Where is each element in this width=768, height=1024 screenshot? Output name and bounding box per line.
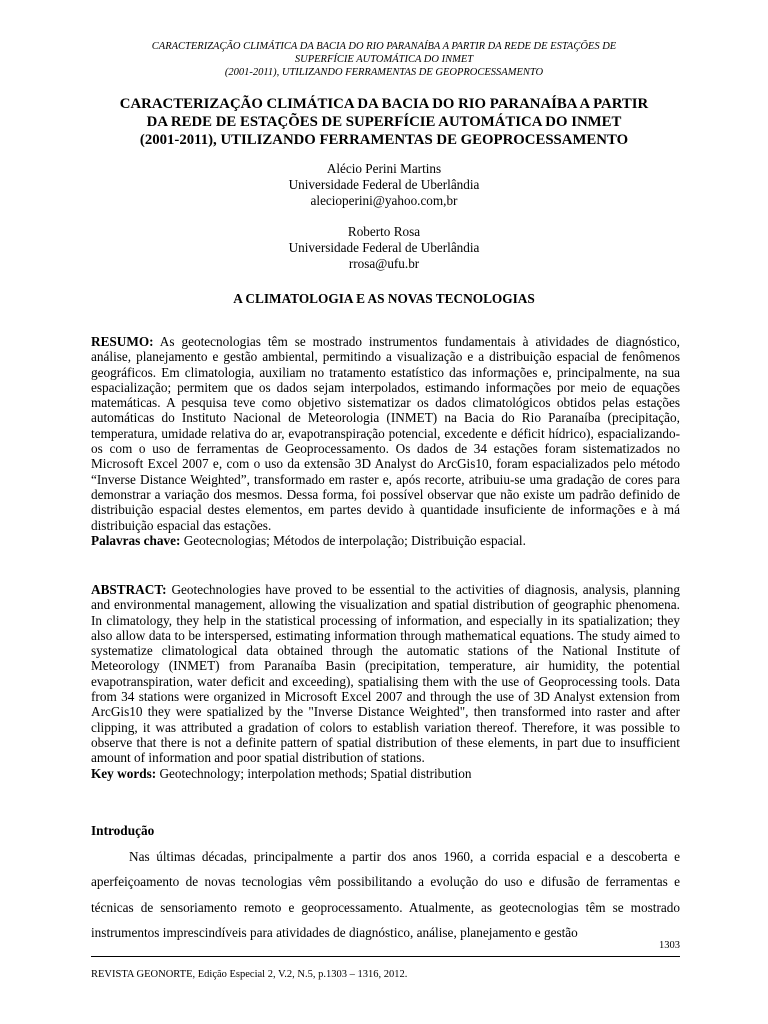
author-affiliation: Universidade Federal de Uberlândia xyxy=(288,177,480,192)
title-line: DA REDE DE ESTAÇÕES DE SUPERFÍCIE AUTOMÁTICA DO INMET xyxy=(146,114,622,130)
author-name: Alécio Perini Martins xyxy=(326,161,442,176)
abstract-block xyxy=(91,582,680,781)
resumo-paragraph xyxy=(91,334,680,533)
author-email: alecioperini@yahoo.com,br xyxy=(310,193,458,208)
title-line: (2001-2011), UTILIZANDO FERRAMENTAS DE GEOPROCESSAMENTO xyxy=(139,132,629,148)
abstract-paragraph xyxy=(91,582,680,766)
journal-footer: REVISTA GEONORTE, Edição Especial 2, V.2, N.5, p.1303 – 1316, 2012. xyxy=(91,969,408,980)
page-number: 1303 xyxy=(659,940,680,951)
title-line: CARACTERIZAÇÃO CLIMÁTICA DA BACIA DO RIO PARANAÍBA A PARTIR xyxy=(119,96,649,112)
introduction-paragraph: Nas últimas décadas, principalmente a partir dos anos 1960, a corrida espacial e a descoberta e aperfeiçoamento de novas tecnologias vêm possibilitando a evolução do uso e difusão de ferramentas e técnicas de sensoriamento remoto e geoprocessamento. Atualmente, as geotecnologias têm se mostrado instrumentos imprescindíveis para atividades de diagnóstico, análise, planejamento e gestão xyxy=(91,849,680,941)
introduction-heading: Introdução xyxy=(91,823,155,838)
abstract-text: Geotechnologies have proved to be essential to the activities of diagnosis, analysis, planning and environmental management, allowing the visualization and spatial distribution of geographic phenomena. In climatology, they help in the statistical processing of information, and especially in its spatialization; they also allow data to be interspersed, estimating information through mathematical equations. The study aimed to systematize climatological data obtained through the automatic stations of the National Institute of Meteorology (INMET) from Paranaíba Basin (precipitation, temperature, air humidity, the potential evapotranspiration, water deficit and exceeding), spatialising them with the use of Geoprocessing tools. Data from 34 stations were organized in Microsoft Excel 2007 and through the use of 3D Analyst extension from ArcGis10 they were spatialized by the "Inverse Distance Weighted", then transformed into raster and after clipping, it was attributed a gradation of colors to establish variation thereof. Therefore, it was possible to observe that there is not a definite pattern of spatial distribution of these elements, in part due to insufficient amount of information and poor spatial distribution of stations. xyxy=(91,582,680,766)
running-head xyxy=(80,40,688,79)
running-head-line: SUPERFÍCIE AUTOMÁTICA DO INMET xyxy=(294,54,474,65)
running-head-line: (2001-2011), UTILIZANDO FERRAMENTAS DE GEOPROCESSAMENTO xyxy=(224,67,544,78)
resumo-keywords xyxy=(91,533,680,548)
author-affiliation: Universidade Federal de Uberlândia xyxy=(288,240,480,255)
keywords-text: Geotechnology; interpolation methods; Spatial distribution xyxy=(156,765,472,781)
abstract-keywords xyxy=(91,766,680,781)
abstract-label: ABSTRACT: xyxy=(91,582,167,597)
resumo-label: RESUMO: xyxy=(91,334,154,349)
resumo-text: As geotecnologias têm se mostrado instrumentos fundamentais à atividades de diagnóstico, análise, planejamento e gestão ambiental, permitindo a visualização e a distribuição espacial de fenômenos geográficos. Em climatologia, auxiliam no tratamento estatístico das informações e, principalmente, na sua espacialização; permitem que os dados sejam interpolados, estimando informações por meio de equações matemáticas. A pesquisa teve como objetivo sistematizar os dados climatológicos obtidos pelas estações automáticas do Instituto Nacional de Meteorologia (INMET) na Bacia do Rio Paranaíba (precipitação, temperatura, umidade relativa do ar, evapotranspiração potencial, excedente e déficit hídrico), espacializando-os com o uso de ferramentas de Geoprocessamento. Os dados de 34 estações foram sistematizados no Microsoft Excel 2007 e, com o uso da extensão 3D Analyst do ArcGis10, foram espacializados pelo método “Inverse Distance Weighted”, transformado em raster e, após recorte, atribuiu-se uma gradação de cores para demonstrar a variação dos mesmos. Dessa forma, foi possível observar que não existe um padrão definido de distribuição espacial destes elementos, em partes devido à quantidade insuficiente de informações e à má distribuição espacial das estações. xyxy=(91,334,680,533)
author-block-1 xyxy=(134,161,634,209)
author-email: rrosa@ufu.br xyxy=(348,256,420,271)
keywords-text: Geotecnologias; Métodos de interpolação; Distribuição espacial. xyxy=(180,532,526,548)
author-block-2 xyxy=(134,224,634,272)
running-head-line: CARACTERIZAÇÃO CLIMÁTICA DA BACIA DO RIO PARANAÍBA A PARTIR DA REDE DE ESTAÇÕES DE xyxy=(151,41,617,52)
keywords-label: Palavras chave: xyxy=(91,532,181,548)
section-heading: A CLIMATOLOGIA E AS NOVAS TECNOLOGIAS xyxy=(233,291,535,306)
keywords-label: Key words: xyxy=(91,765,157,781)
footer-divider xyxy=(91,956,680,957)
resumo-block xyxy=(91,334,680,548)
paper-title xyxy=(70,95,698,149)
author-name: Roberto Rosa xyxy=(347,224,421,239)
